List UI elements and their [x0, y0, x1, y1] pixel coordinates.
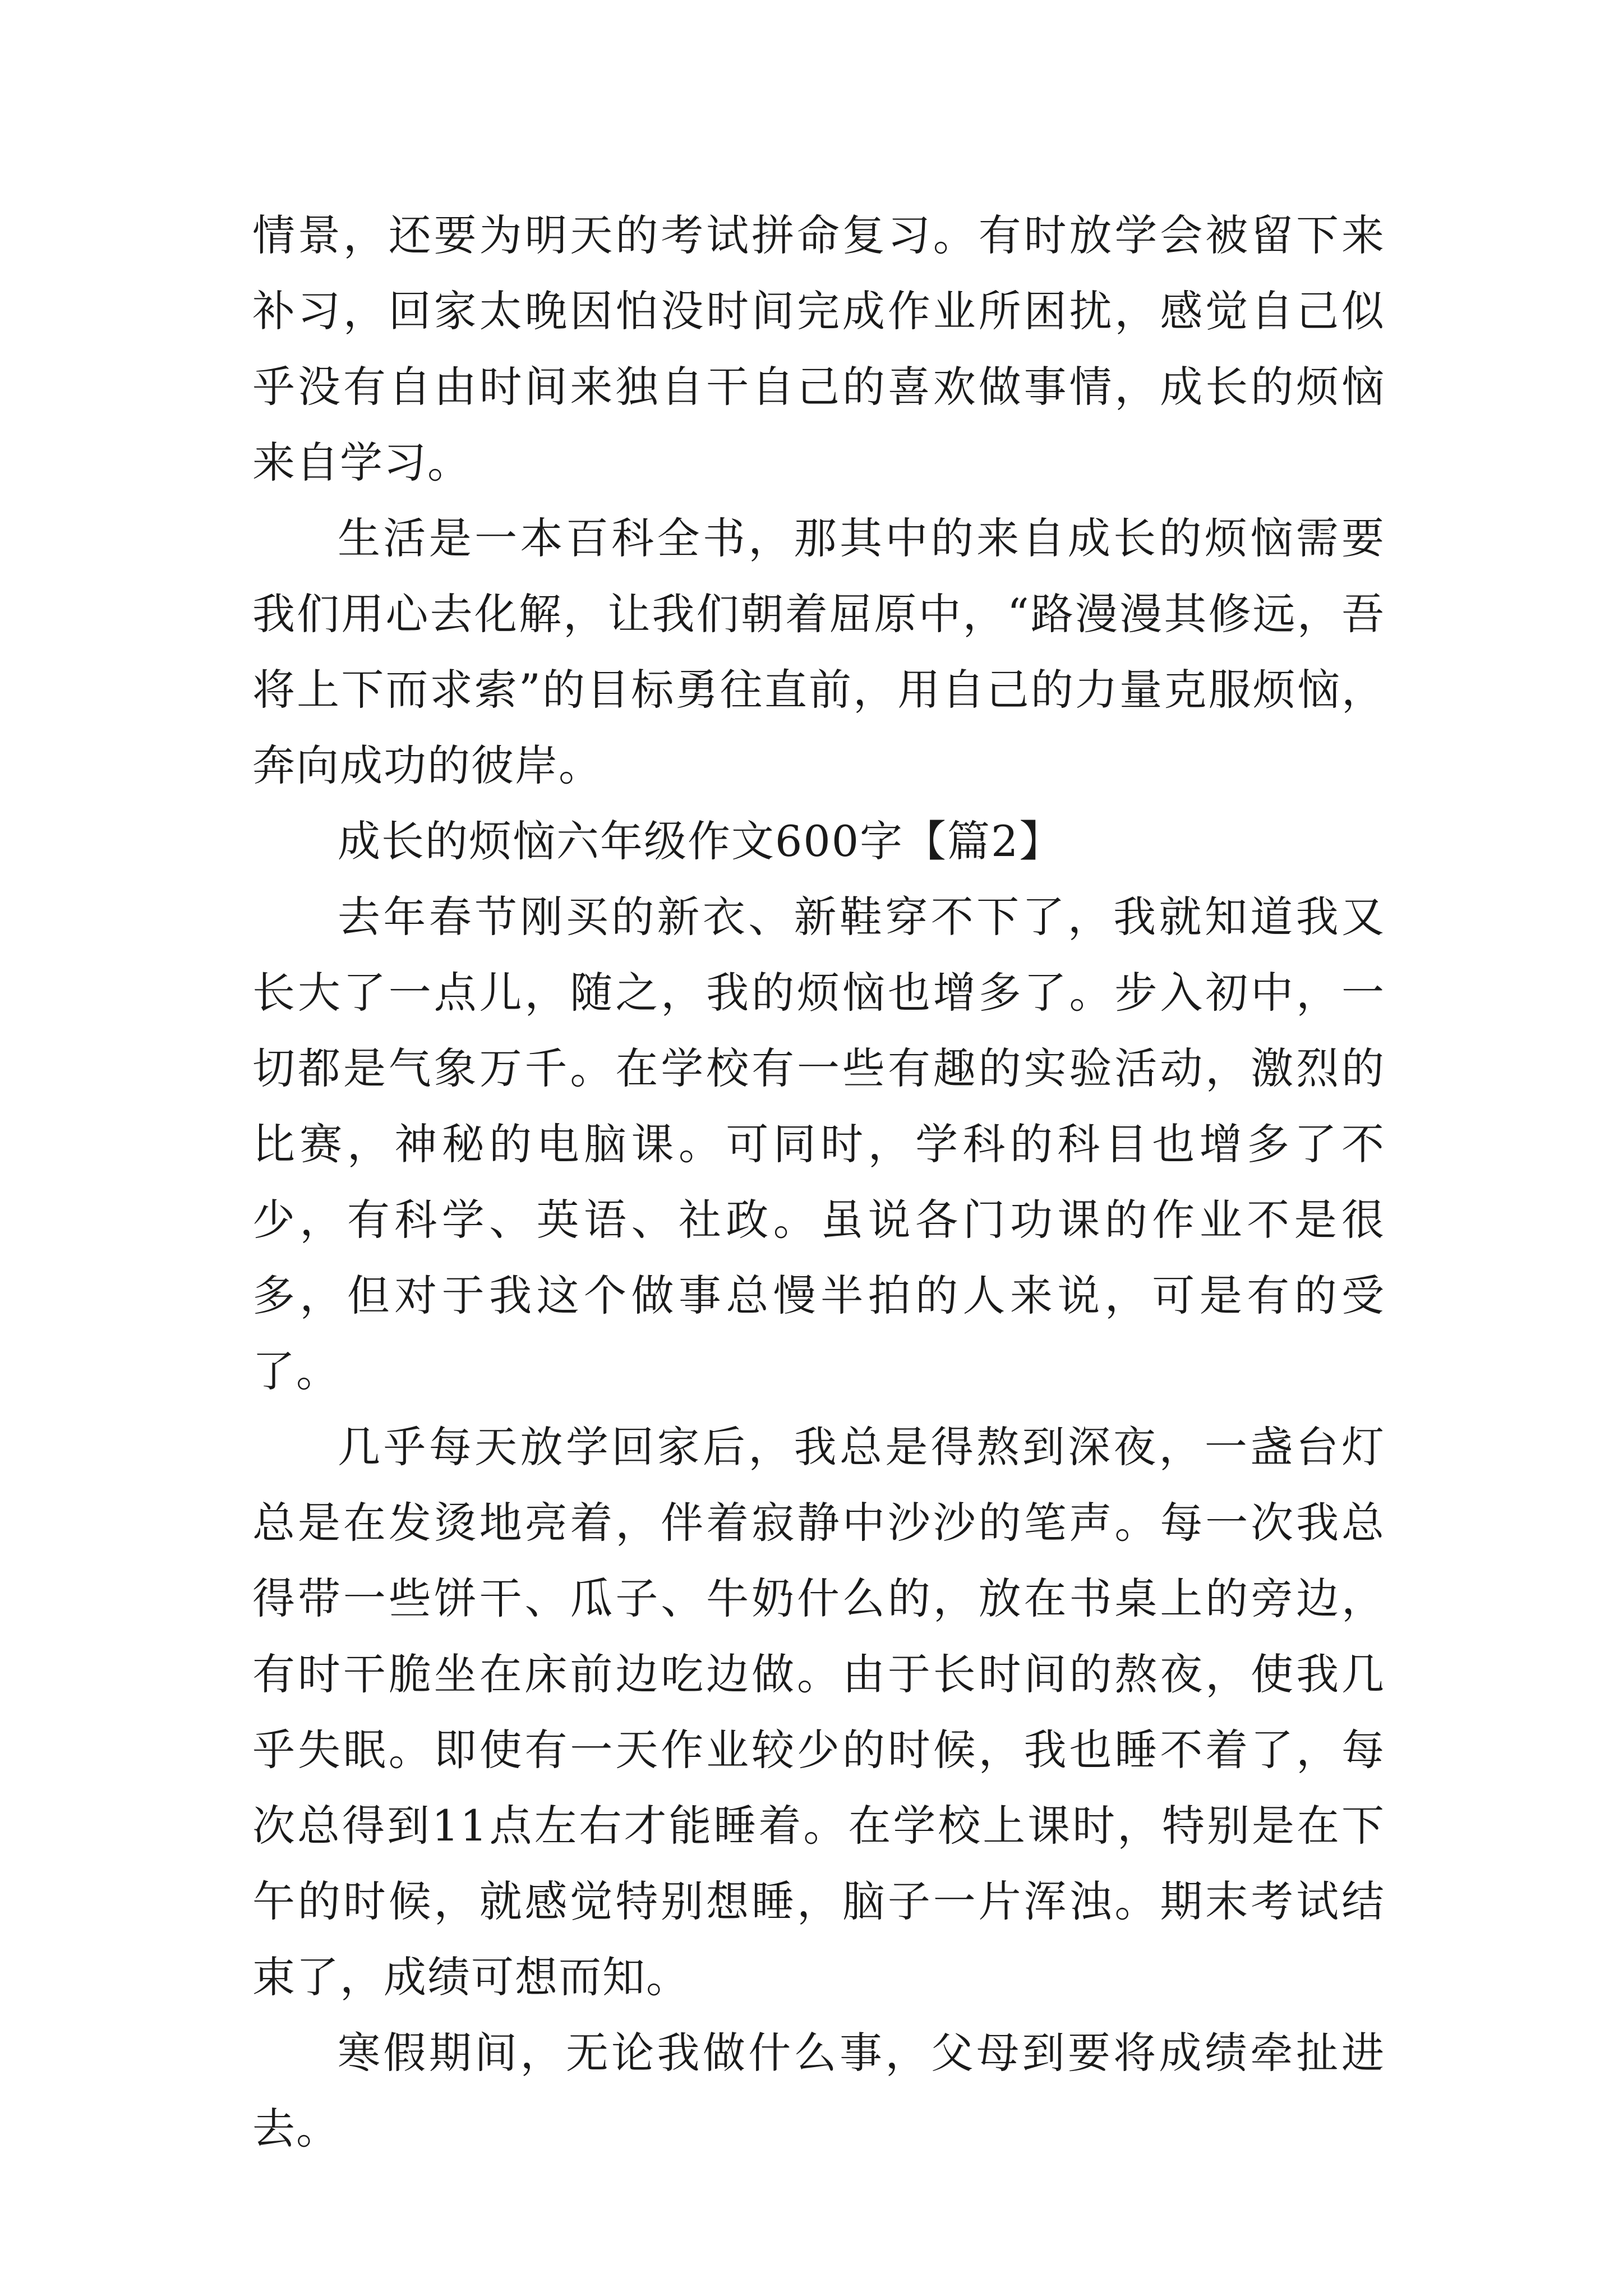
- paragraph-winter-break: 寒假期间，无论我做什么事，父母到要将成绩牵扯进去。: [252, 2028, 1385, 2154]
- paragraph-life-encyclopedia: 生活是一本百科全书，那其中的来自成长的烦恼需要我们用心去化解，让我们朝着屈原中，“路漫漫其修远，吾将上下而求索”的目标勇往直前，用自己的力量克服烦恼，奔向成功的彼岸。: [252, 513, 1385, 790]
- essay-body: [252, 197, 1385, 2166]
- paragraph-continued: 情景，还要为明天的考试拼命复习。有时放学会被留下来补习，回家太晚因怕没时间完成作业所困扰，感觉自己似乎没有自由时间来独自干自己的喜欢做事情，成长的烦恼来自学习。: [252, 210, 1385, 487]
- paragraph-late-nights: 几乎每天放学回家后，我总是得熬到深夜，一盏台灯总是在发烫地亮着，伴着寂静中沙沙的笔声。每一次我总得带一些饼干、瓜子、牛奶什么的，放在书桌上的旁边，有时干脆坐在床前边吃边做。由于长时间的熬夜，使我几乎失眠。即使有一天作业较少的时候，我也睡不着了，每次总得到11点左右才能睡着。在学校上课时，特别是在下午的时候，就感觉特别想睡，脑子一片浑浊。期末考试结束了，成绩可想而知。: [252, 1422, 1385, 2002]
- paragraph-new-clothes: 去年春节刚买的新衣、新鞋穿不下了，我就知道我又长大了一点儿，随之，我的烦恼也增多了。步入初中，一切都是气象万千。在学校有一些有趣的实验活动，激烈的比赛，神秘的电脑课。可同时，学科的科目也增多了不少，有科学、英语、社政。虽说各门功课的作业不是很多，但对于我这个做事总慢半拍的人来说，可是有的受了。: [252, 892, 1385, 1396]
- section-heading: 成长的烦恼六年级作文600字【篇2】: [338, 816, 1063, 866]
